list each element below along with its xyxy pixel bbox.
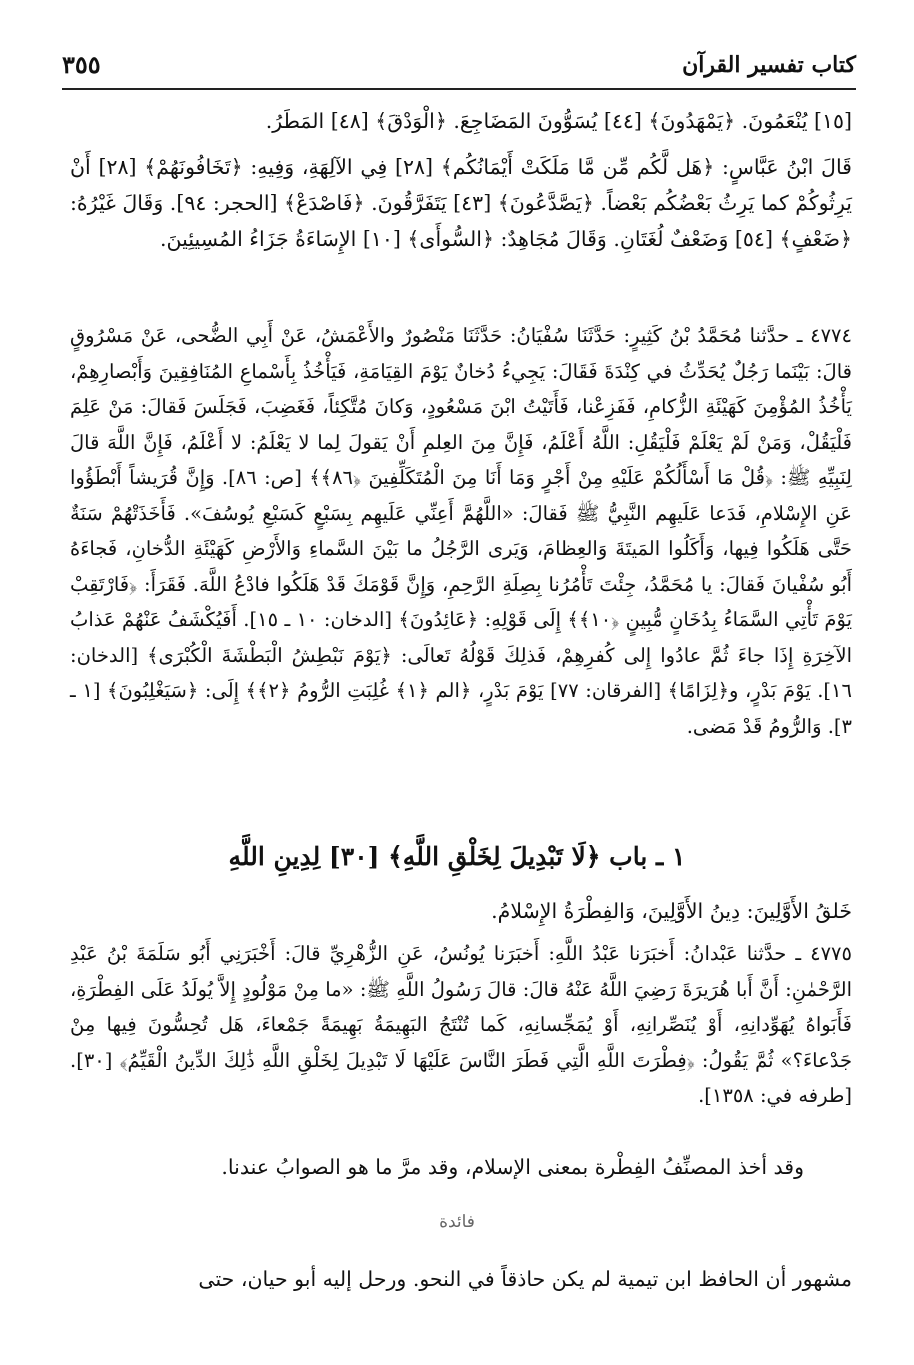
- commentary-line: وقد أخذ المصنِّفُ الفِطْرة بمعنى الإسلام، وقد مرَّ ما هو الصوابُ عندنا.: [221, 1155, 804, 1179]
- page-number: ٣٥٥: [62, 50, 101, 79]
- chapter-heading: ١ ـ باب ﴿لَا تَبْدِيلَ لِخَلْقِ اللَّهِ﴾ [٣٠] لِدِينِ اللَّهِ: [228, 842, 686, 871]
- vocab-paragraph: [١٥] يُنْعَمُونَ. ﴿يَمْهَدُونَ﴾ [٤٤] يُسَوُّونَ المَضَاجِعَ. ﴿الْوَدْقَ﴾ [٤٨] المَطَرُ.: [265, 109, 852, 133]
- hadith-4775: ٤٧٧٥ ـ حدَّثنا عَبْدانُ: أَخبَرَنا عَبْدُ اللَّهِ: أَخبَرَنا يُونُسُ، عَنِ الزُّهْرِيِّ قالَ: أَخْبَرَنِي أَبُو سَلَمَةَ بْنُ عَبْدِ الرَّحْمٰنِ: أَنَّ أَبا هُرَيرَةَ رَضِيَ اللَّهُ عَنْهُ قالَ: قالَ رَسُولُ اللَّهِ ﷺ: «ما مِنْ مَوْلُودٍ إِلاَّ يُولَدُ عَلَى الفِطْرَةِ، فَأَبَواهُ يُهَوِّدانِهِ، أَوْ يُنَصِّرانِهِ، أَوْ يُمَجِّسانِهِ، كَما تُنْتَجُ البَهِيمَةُ بَهِيمَةً جَمْعاءَ، هَل تُحِسُّونَ فِيها مِنْ جَدْعاءَ؟» ثُمَّ يَقُولُ: ﴿فِطْرَتَ اللَّهِ الَّتِي فَطَرَ النَّاسَ عَلَيْهَا لَا تَبْدِيلَ لِخَلْقِ اللَّهِ ذَٰلِكَ الدِّينُ الْقَيِّمُ﴾ [٣٠]. [طرفه في: ١٣٥٨].: [70, 942, 852, 1107]
- fawaid-ornament: فائدة: [439, 1212, 475, 1232]
- page-header: [62, 42, 856, 90]
- hadith-4774: ٤٧٧٤ ـ حدَّثنا مُحَمَّدُ بْنُ كَثِيرٍ: حَدَّثَنَا سُفْيَانُ: حَدَّثَنَا مَنْصُورٌ والأَعْمَشُ، عَنْ أَبِي الضُّحى، عَنْ مَسْرُوقٍ قالَ: بَيْنَما رَجُلٌ يُحَدِّثُ في كِنْدَةَ فَقَالَ: يَجِيءُ دُخانٌ يَوْمَ القِيَامَةِ، فَيَأْخُذُ بِأَسْماعِ المُنَافِقِينَ وَأَبْصارِهِمْ، يَأْخُذُ المُؤْمِنَ كَهَيْئَةِ الزُّكامِ، فَفَزِعْنا، فَأَتَيْتُ ابْنَ مَسْعُودٍ، وَكانَ مُتَّكِئاً، فَغَضِبَ، فَجَلَسَ فَقالَ: مَنْ عَلِمَ فَلْيَقُلْ، وَمَنْ لَمْ يَعْلَمْ فَلْيَقُلِ: اللَّهُ أَعْلَمُ، فَإِنَّ مِنَ العِلمِ أَنْ يَقولَ لِما لا يَعْلَمُ: لا أَعْلَمُ، فَإِنَّ اللَّهَ قالَ لِنَبِيِّهِ ﷺ: ﴿قُلْ مَا أَسْأَلُكُمْ عَلَيْهِ مِنْ أَجْرٍ وَمَا أَنَا مِنَ الْمُتَكَلِّفِينَ ﴿٨٦﴾﴾ [ص: ٨٦]. وَإِنَّ قُرَيشاً أَبْطَؤُوا عَنِ الإِسْلامِ، فَدَعا عَلَيهِم النَّبِيُّ ﷺ فَقالَ: «اللَّهُمَّ أَعِنِّي عَلَيهِم بِسَبْعٍ كَسَبْعِ يُوسُفَ». فَأَخَذَتْهُمْ سَنَةٌ حَتَّى هَلَكُوا فِيها، وَأَكَلُوا المَيتَةَ وَالعِظامَ، وَيَرى الرَّجُلُ ما بَيْنَ السَّماءِ وَالأَرْضِ كَهَيْئَةِ الدُّخانِ، فَجاءَهُ أَبُو سُفْيانَ فَقالَ: يا مُحَمَّدُ، جِئْتَ تَأْمُرُنا بِصِلَةِ الرَّحِمِ، وَإِنَّ قَوْمَكَ قَدْ هَلَكُوا فادْعُ اللَّهَ. فَقَرَأَ: ﴿فَارْتَقِبْ يَوْمَ تَأْتِي السَّمَاءُ بِدُخَانٍ مُّبِينٍ ﴿١٠﴾﴾ إِلَى قَوْلِهِ: ﴿عَائِدُونَ﴾ [الدخان: ١٠ ـ ١٥]. أَفَيُكْشَفُ عَنْهُمْ عَذابُ الآخِرَةِ إِذَا جاءَ ثُمَّ عادُوا إِلى كُفرِهِمْ، فَذلِكَ قَوْلُهُ تَعالَى: ﴿يَوْمَ نَبْطِشُ الْبَطْشَةَ الْكُبْرَى﴾ [الدخان: ١٦]. يَوْمَ بَدْرٍ، و﴿لِزَامًا﴾ [الفرقان: ٧٧] يَوْمَ بَدْرٍ، ﴿الم ﴿١﴾ غُلِبَتِ الرُّومُ ﴿٢﴾﴾ إِلَى: ﴿سَيَغْلِبُونَ﴾ [١ ـ ٣]. وَالرُّومُ قَدْ مَضى.: [70, 324, 852, 738]
- ibn-abbas-paragraph: قَالَ ابْنُ عَبَّاسٍ: ﴿هَل لَّكُم مِّن مَّا مَلَكَتْ أَيْمَانُكُم﴾ [٢٨] فِي الآلِهَةِ، وَفِيهِ: ﴿تَخَافُونَهُمْ﴾ [٢٨] أَنْ يَرِثُوكُمْ كما يَرِثُ بَعْضُكُم بَعْضاً. ﴿يَصَّدَّعُونَ﴾ [٤٣] يَتَفَرَّقُونَ. ﴿فَاصْدَعْ﴾ [الحجر: ٩٤]. وَقَالَ غَيْرُهُ: ﴿ضَعْفٍ﴾ [٥٤] وَضَعْفٌ لُغَتَانِ. وَقَالَ مُجَاهِدٌ: ﴿السُّوأَى﴾ [١٠] الإِسَاءَةُ جَزَاءُ المُسِيئِينَ.: [70, 155, 852, 251]
- running-title: كتاب تفسير القرآن: [682, 52, 856, 78]
- fitra-definition: خَلقُ الأَوَّلِينَ: دِينُ الأَوَّلِينَ، وَالفِطْرَةُ الإِسْلامُ.: [491, 899, 852, 923]
- fawaid-text: مشهور أن الحافظ ابن تيمية لم يكن حاذقاً في النحو. ورحل إليه أبو حيان، حتى: [198, 1267, 852, 1291]
